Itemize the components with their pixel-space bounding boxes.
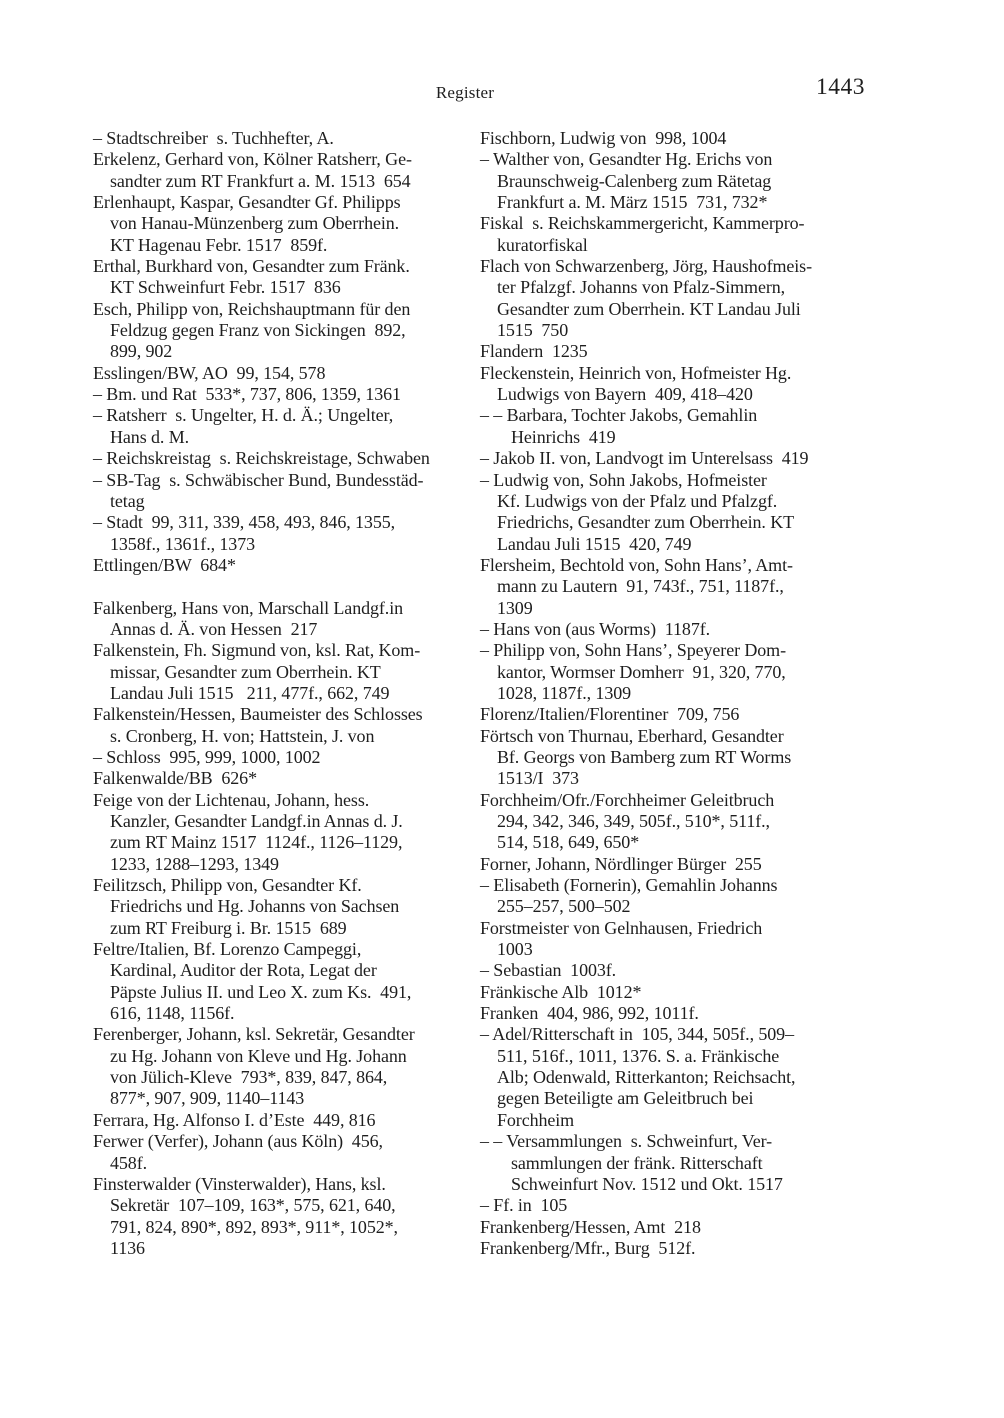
index-line: Flandern 1235: [480, 341, 588, 362]
index-line: Kf. Ludwigs von der Pfalz und Pfalzgf.: [497, 490, 778, 511]
index-line: 1515 750: [497, 320, 569, 341]
index-line: Ferwer (Verfer), Johann (aus Köln) 456,: [93, 1131, 383, 1152]
index-line: – Hans von (aus Worms) 1187f.: [480, 618, 711, 639]
index-line: Erthal, Burkhard von, Gesandter zum Fränk.: [93, 256, 410, 277]
index-line: Kanzler, Gesandter Landgf.in Annas d. J.: [110, 811, 403, 831]
index-line: Ettlingen/BW 684*: [93, 554, 236, 575]
index-column-left: [93, 128, 471, 1259]
index-line: von Hanau-Münzenberg zum Oberrhein.: [110, 213, 400, 234]
index-line: Friedrichs und Hg. Johanns von Sachsen: [110, 896, 400, 917]
index-line: Päpste Julius II. und Leo X. zum Ks. 491,: [110, 981, 412, 1002]
index-line: Kardinal, Auditor der Rota, Legat der: [110, 960, 377, 981]
index-line: Heinrichs 419: [511, 426, 616, 447]
index-line: – Ratsherr s. Ungelter, H. d. Ä.; Ungelter,: [93, 405, 394, 426]
index-line: Falkenwalde/BB 626*: [93, 768, 257, 789]
index-line: – Stadtschreiber s. Tuchhefter, A.: [93, 128, 334, 148]
index-line: Fiskal s. Reichskammergericht, Kammerpro-: [480, 213, 805, 234]
index-line: Ludwigs von Bayern 409, 418–420: [497, 384, 753, 405]
index-line: s. Cronberg, H. von; Hattstein, J. von: [110, 725, 375, 746]
index-line: zum RT Freiburg i. Br. 1515 689: [110, 917, 347, 938]
index-line: Förtsch von Thurnau, Eberhard, Gesandter: [480, 725, 784, 746]
index-line: Frankenberg/Mfr., Burg 512f.: [480, 1237, 696, 1258]
index-line: Feige von der Lichtenau, Johann, hess.: [93, 789, 370, 810]
index-line: Feilitzsch, Philipp von, Gesandter Kf.: [93, 875, 362, 896]
index-line: Frankfurt a. M. März 1515 731, 732*: [497, 192, 768, 213]
index-line: Esch, Philipp von, Reichshauptmann für den: [93, 298, 411, 319]
index-line: Landau Juli 1515 211, 477f., 662, 749: [110, 682, 390, 703]
index-line: Gesandter zum Oberrhein. KT Landau Juli: [497, 298, 801, 319]
index-line: sammlungen der fränk. Ritterschaft: [511, 1152, 763, 1173]
index-line: – Elisabeth (Fornerin), Gemahlin Johanns: [480, 875, 778, 896]
index-line: – Sebastian 1003f.: [480, 960, 617, 981]
index-line: – Adel/Ritterschaft in 105, 344, 505f., 509–: [480, 1024, 794, 1045]
index-line: Falkenstein, Fh. Sigmund von, ksl. Rat, Kom-: [93, 640, 421, 661]
index-line: Landau Juli 1515 420, 749: [497, 533, 692, 554]
index-line: 511, 516f., 1011, 1376. S. a. Fränkische: [497, 1045, 780, 1066]
index-line: 1513/I 373: [497, 768, 579, 789]
index-line: 616, 1148, 1156f.: [110, 1003, 235, 1024]
index-line: Fränkische Alb 1012*: [480, 981, 642, 1002]
index-line: – – Barbara, Tochter Jakobs, Gemahlin: [480, 405, 758, 426]
index-line: sandter zum RT Frankfurt a. M. 1513 654: [110, 170, 411, 191]
index-line: Flersheim, Bechtold von, Sohn Hans’, Amt-: [480, 554, 793, 575]
index-line: 1309: [497, 597, 533, 618]
index-line: 1358f., 1361f., 1373: [110, 533, 255, 554]
index-line: Hans d. M.: [110, 426, 189, 447]
blank-line: [93, 576, 471, 597]
index-line: 791, 824, 890*, 892, 893*, 911*, 1052*,: [110, 1216, 398, 1237]
index-line: 514, 518, 649, 650*: [497, 832, 640, 853]
index-line: Erlenhaupt, Kaspar, Gesandter Gf. Philipps: [93, 192, 401, 213]
index-line: 1028, 1187f., 1309: [497, 682, 632, 703]
index-line: KT Schweinfurt Febr. 1517 836: [110, 277, 341, 298]
index-line: Sekretär 107–109, 163*, 575, 621, 640,: [110, 1195, 396, 1216]
index-line: 458f.: [110, 1152, 147, 1173]
index-line: Erkelenz, Gerhard von, Kölner Ratsherr, Ge-: [93, 149, 412, 170]
index-line: Friedrichs, Gesandter zum Oberrhein. KT: [497, 512, 795, 533]
index-line: Forstmeister von Gelnhausen, Friedrich: [480, 917, 763, 938]
index-line: – Philipp von, Sohn Hans’, Speyerer Dom-: [480, 640, 786, 661]
index-line: Alb; Odenwald, Ritterkanton; Reichsacht,: [497, 1067, 796, 1088]
index-line: Falkenstein/Hessen, Baumeister des Schlosses: [93, 704, 423, 725]
index-line: Florenz/Italien/Florentiner 709, 756: [480, 704, 740, 725]
index-line: Forner, Johann, Nördlinger Bürger 255: [480, 853, 762, 874]
index-line: 1136: [110, 1237, 145, 1258]
index-line: Forchheim/Ofr./Forchheimer Geleitbruch: [480, 789, 775, 810]
index-column-right: [480, 128, 872, 1259]
index-line: – Ff. in 105: [480, 1195, 568, 1216]
index-line: von Jülich-Kleve 793*, 839, 847, 864,: [110, 1067, 388, 1088]
index-line: 877*, 907, 909, 1140–1143: [110, 1088, 305, 1109]
index-line: Feldzug gegen Franz von Sickingen 892,: [110, 320, 406, 341]
index-line: Ferenberger, Johann, ksl. Sekretär, Gesandter: [93, 1024, 415, 1045]
index-line: 1233, 1288–1293, 1349: [110, 853, 279, 874]
index-line: – SB-Tag s. Schwäbischer Bund, Bundesstäd-: [93, 469, 424, 490]
index-line: Ferrara, Hg. Alfonso I. d’Este 449, 816: [93, 1109, 376, 1130]
index-line: zu Hg. Johann von Kleve und Hg. Johann: [110, 1045, 407, 1066]
index-line: zum RT Mainz 1517 1124f., 1126–1129,: [110, 832, 403, 853]
index-line: ter Pfalzgf. Johanns von Pfalz-Simmern,: [497, 277, 786, 298]
index-line: Esslingen/BW, AO 99, 154, 578: [93, 362, 326, 383]
index-line: Feltre/Italien, Bf. Lorenzo Campeggi,: [93, 939, 362, 960]
index-line: KT Hagenau Febr. 1517 859f.: [110, 234, 328, 255]
index-line: tetag: [110, 490, 145, 511]
index-line: Frankenberg/Hessen, Amt 218: [480, 1216, 701, 1237]
index-line: – Walther von, Gesandter Hg. Erichs von: [480, 149, 773, 170]
page-number: 1443: [816, 74, 865, 100]
index-line: – Jakob II. von, Landvogt im Unterelsass 419: [480, 448, 809, 469]
index-line: Falkenberg, Hans von, Marschall Landgf.in: [93, 597, 403, 618]
index-line: Schweinfurt Nov. 1512 und Okt. 1517: [511, 1173, 783, 1194]
index-line: 255–257, 500–502: [497, 896, 631, 917]
index-line: Fleckenstein, Heinrich von, Hofmeister Hg.: [480, 362, 792, 383]
index-line: Bf. Georgs von Bamberg zum RT Worms: [497, 746, 792, 767]
index-line: Braunschweig-Calenberg zum Rätetag: [497, 170, 772, 191]
index-line: 294, 342, 346, 349, 505f., 510*, 511f.,: [497, 811, 770, 831]
index-line: Finsterwalder (Vinsterwalder), Hans, ksl.: [93, 1173, 386, 1194]
index-line: – Ludwig von, Sohn Jakobs, Hofmeister: [480, 469, 767, 490]
index-line: Forchheim: [497, 1109, 575, 1130]
index-line: mann zu Lautern 91, 743f., 751, 1187f.,: [497, 576, 784, 597]
index-line: gegen Beteiligte am Geleitbruch bei: [497, 1088, 754, 1109]
index-line: 899, 902: [110, 341, 173, 362]
running-head-title: Register: [435, 83, 495, 102]
index-line: – Stadt 99, 311, 339, 458, 493, 846, 1355,: [93, 512, 396, 533]
index-line: Fischborn, Ludwig von 998, 1004: [480, 128, 727, 148]
index-line: 1003: [497, 939, 533, 960]
index-line: Franken 404, 986, 992, 1011f.: [480, 1003, 699, 1024]
index-line: kuratorfiskal: [497, 234, 588, 255]
index-line: missar, Gesandter zum Oberrhein. KT: [110, 661, 381, 682]
index-line: – Bm. und Rat 533*, 737, 806, 1359, 1361: [93, 384, 401, 405]
index-line: – – Versammlungen s. Schweinfurt, Ver-: [480, 1131, 773, 1152]
index-line: – Schloss 995, 999, 1000, 1002: [93, 746, 321, 767]
index-line: – Reichskreistag s. Reichskreistage, Schwaben: [93, 448, 430, 469]
index-line: kantor, Wormser Domherr 91, 320, 770,: [497, 661, 786, 682]
index-line: Annas d. Ä. von Hessen 217: [110, 618, 318, 639]
index-line: Flach von Schwarzenberg, Jörg, Haushofmeis-: [480, 256, 812, 277]
